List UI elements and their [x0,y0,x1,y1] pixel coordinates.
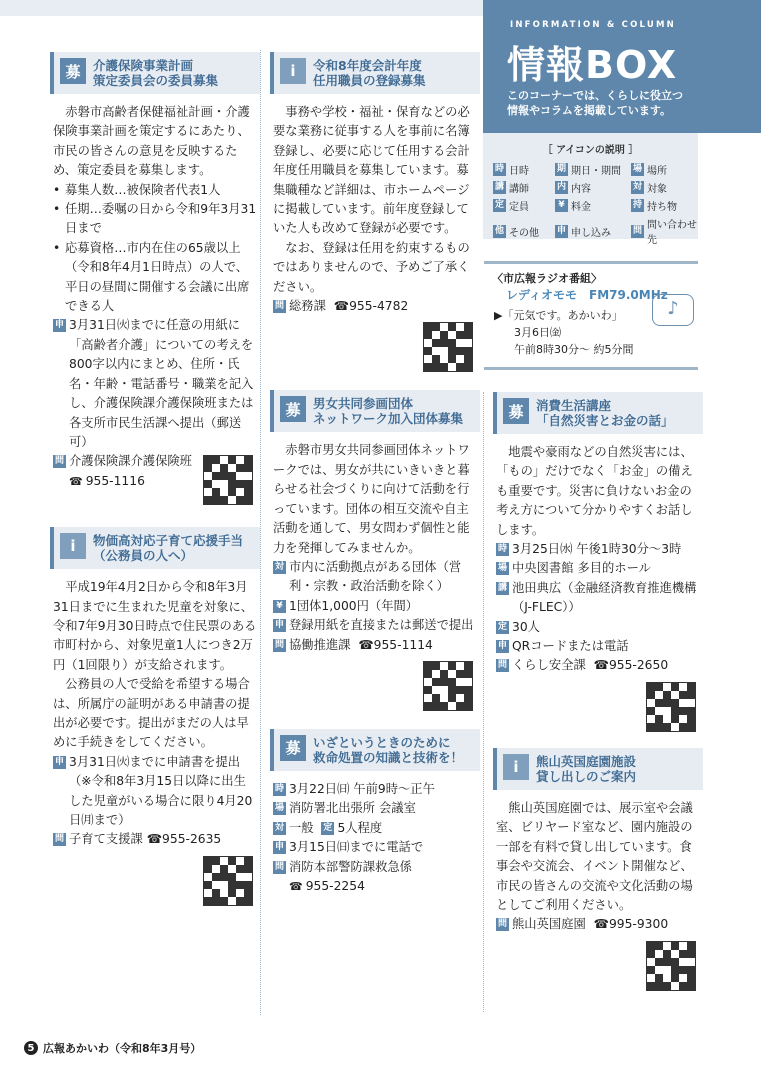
phone-icon: ☎ [593,917,609,932]
publication-name: 広報あかいわ（令和8年3月号） [43,1042,202,1055]
article-text: 平成19年4月2日から令和8年3月31日までに生まれた児童を対象に、令和7年9月30日時点で住民票のある市町村から、対象児童1人につき2万円（1回限り）が支給されます。 [53,580,257,672]
bullet-item: • 応募資格…市内在住の65歳以上（令和8年4月1日時点）の人で、平日の昼間に開催する会議に出席できる人 [53,240,250,314]
phone-icon: ☎ [333,299,350,314]
legend-icon: ¥ [555,199,568,212]
contact-row: 問 子育て支援課 ☎ 955-2635 [53,830,257,849]
lecturer-icon: 講 [497,582,507,593]
contact-icon: 問 [274,301,284,312]
legend-icon: 場 [632,164,642,174]
capacity-icon: 定 [497,621,507,632]
article-english-garden [493,748,703,991]
radio-show: ▶「元気です。あかいわ」 [494,309,623,322]
radio-head: 〈市広報ラジオ番組〉 [492,272,602,285]
article-body [270,771,480,896]
legend-item [555,216,631,246]
legend-item [555,198,631,213]
qr-code[interactable] [423,322,473,372]
legend-item [555,180,631,195]
target-icon: 対 [274,822,284,833]
article-text: なお、登録は任用を約束するものではありませんので、予めご了承ください。 [273,240,470,294]
apply-row: 申 登録用紙を直接または郵送で提出 [274,618,474,633]
icon-legend [483,133,698,246]
article-text: 事務や学校・福祉・保育などの必要な業務に従事する人を事前に名簿登録し、必要に応じて任用する会計年度任用職員を募集しています。募集職種など詳細は、市ホームページに掲載しています。前年度登録していた人も改めて登録が必要です。 [273,105,470,236]
legend-label: 定員 [509,202,529,213]
legend-label: 日時 [509,166,529,177]
legend-title: ［ アイコンの説明 ］ [542,145,639,156]
apply-icon: 申 [497,641,507,652]
radio-time: 午前8時30分～ 約5分間 [514,343,634,356]
recruit-badge: 募 [60,58,86,84]
tel-row: ☎ 955-2254 [289,878,365,893]
legend-item [493,198,555,213]
legend-label: 持ち物 [647,202,677,213]
contact-icon: 問 [274,639,284,650]
contact-row: 問 くらし安全課 ☎ 955-2650 [496,656,700,675]
apply-row: 申 3月31日㈫までに任意の用紙に「高齢者介護」についての考えを800字以内にまとめ、住所・氏名・年齢・電話番号・職業を記入し、介護保険課介護保険班または各支所市民生活課へ提出（郵送可） [54,318,254,449]
legend-icon: 時 [494,164,504,174]
info-badge: i [280,58,306,84]
legend-item [493,216,555,246]
legend-item [631,198,701,213]
place-icon: 場 [497,563,507,574]
date-icon: 時 [274,783,284,794]
legend-label: 問い合わせ先 [647,220,697,246]
article-body [493,790,703,991]
legend-label: 期日・期間 [571,166,621,177]
radio-date: 3月6日㈮ [514,326,561,339]
legend-icon: 持 [632,200,642,210]
target-row: 対 市内に活動拠点がある団体（営利・宗教・政治活動を除く） [274,559,462,594]
contact-icon: 問 [54,456,64,467]
article-body [50,94,260,505]
article-header [50,527,260,569]
legend-icon: 講 [494,182,504,192]
lecturer-row: 講 池田典広（金融経済教育推進機構（J-FLEC）） [497,580,697,615]
tel-row: ☎ 955-1116 [69,473,145,488]
article-text: 公務員の人で受給を希望する場合は、所属庁の証明がある申請書の提出が必要です。提出がまだの人は早めに手続きをしてください。 [53,677,250,750]
target-row: 対 一般 定 5人程度 [274,820,383,835]
legend-item [493,180,555,195]
article-title: 令和8年度会計年度 任用職員の登録募集 [313,58,426,88]
article-title: 消費生活講座 「自然災害とお金の話」 [536,398,674,428]
legend-icon: 申 [556,225,566,236]
contact-row: 問 消防本部警防課救急係 [274,859,412,874]
legend-icon: 定 [494,200,504,210]
article-body [493,434,703,732]
article-header [270,390,480,432]
capacity-row: 定 30人 [497,619,540,634]
info-badge: i [60,533,86,559]
target-icon: 対 [274,561,284,572]
apply-row: 申 3月15日㈰までに電話で [274,840,424,855]
article-body [270,94,480,372]
article-body [50,569,260,906]
article-text: 赤磐市高齢者保健福祉計画・介護保険事業計画を策定するにあたり、市民の皆さんの意見を反映するため、策定委員を募集します。 [53,105,250,178]
legend-icon: 期 [556,164,566,174]
article-title: 介護保険事業計画 策定委員会の委員募集 [93,58,219,88]
contact-row: 問 熊山英国庭園 ☎ 995-9300 [496,915,700,934]
date-row: 時 3月25日㈬ 午後1時30分～3時 [497,542,682,557]
article-header [270,729,480,771]
article-text: 赤磐市男女共同参画団体ネットワークでは、男女が共にいきいきと暮らせる社会づくりに向けて活動を行っています。団体の相互交流や自主活動を通して、男女問わず個性と能力を発揮してみませんか。 [273,443,470,555]
phone-icon: ☎ [69,474,83,488]
contact-row: 問 介護保険課介護保険班 [54,454,192,469]
qr-code[interactable] [423,661,473,711]
legend-item [631,180,701,195]
apply-row: 申 3月31日㈫までに申請書を提出（※令和8年3月15日以降に出生した児童がいる場合に限り4月20日㈪まで） [54,754,253,827]
page-number: 5 [24,1041,38,1055]
apply-icon: 申 [54,320,64,331]
qr-code[interactable] [203,856,253,906]
legend-label: 対象 [647,184,667,195]
article-header [493,392,703,434]
info-badge: i [503,754,529,780]
legend-label: 料金 [571,202,591,213]
column-1 [50,52,260,920]
article-staff-registration [270,52,480,372]
apply-icon: 申 [274,620,284,631]
cat-radio-icon: ♪ [652,294,694,326]
contact-icon: 問 [497,660,507,671]
info-box-header [483,0,761,133]
legend-item [631,216,701,246]
contact-row: 問 協働推進課 ☎ 955-1114 [273,636,477,655]
phone-icon: ☎ [146,832,163,847]
legend-item [631,162,701,177]
place-row: 場 消防署北出張所 会議室 [274,801,416,816]
legend-label: 場所 [647,166,667,177]
legend-icon: 対 [632,182,642,192]
article-care-committee [50,52,260,505]
date-row: 時 3月22日㈰ 午前9時～正午 [274,781,435,796]
legend-label: その他 [509,227,539,239]
header-subtitle: このコーナーでは、くらしに役立つ 情報やコラムを掲載しています。 [507,89,683,117]
legend-item [493,162,555,177]
apply-icon: 申 [54,756,64,767]
legend-icon: 他 [494,225,504,236]
article-title: 熊山英国庭園施設 貸し出しのご案内 [536,753,637,784]
legend-icon: 問 [632,225,642,236]
header-eng: INFORMATION & COLUMN [510,20,676,30]
recruit-badge: 募 [503,398,529,424]
article-disaster-money [493,392,703,732]
article-body [270,432,480,710]
column-divider [483,392,484,1012]
qr-code[interactable] [203,455,253,505]
article-text: 地震や豪雨などの自然災害には、「もの」だけでなく「お金」の備えも重要です。災害に負けないお金の考え方について分かりやすくお話しします。 [496,445,693,537]
legend-label: 内容 [571,184,591,195]
article-title: 男女共同参画団体 ネットワーク加入団体募集 [313,396,464,427]
qr-code[interactable] [646,682,696,732]
place-icon: 場 [274,803,284,814]
contact-row: 問 総務課 ☎ 955-4782 [273,297,477,316]
phone-icon: ☎ [289,879,303,893]
article-header [50,52,260,94]
legend-label: 申し込み [571,227,611,239]
column-divider [260,50,261,1015]
contact-icon: 問 [54,834,64,845]
bullet-item: • 任期…委嘱の日から令和9年3月31日まで [53,202,257,236]
recruit-badge: 募 [280,396,306,422]
place-row: 場 中央図書館 多目的ホール [497,561,651,576]
article-header [493,748,703,790]
legend-label: 講師 [509,184,529,195]
legend-icon: 内 [556,182,566,192]
fee-row: ¥ 1団体1,000円（年間） [273,597,477,616]
bullet-item: • 募集人数…被保険者代表1人 [53,182,221,197]
apply-icon: 申 [274,842,284,853]
radio-program [484,261,698,370]
article-text: 熊山英国庭園では、展示室や会議室、ビリヤード室など、園内施設の一部を有料で貸し出しています。食事会や交流会、イベント開催など、市民の皆さんの交流や文化活動の場としてご利用ください。 [496,800,693,912]
legend-item [555,162,631,177]
phone-icon: ☎ [593,658,609,673]
contact-icon: 問 [274,861,284,872]
radio-station: レディオモモ FM79.0MHz [506,288,668,302]
qr-code[interactable] [646,941,696,991]
page-title: 情報BOX [507,43,678,87]
article-child-allowance [50,527,260,906]
article-title: 物価高対応子育て応援手当 （公務員の人へ） [93,533,244,564]
page-footer [24,1040,201,1056]
fee-icon: ¥ [273,600,286,613]
capacity-icon: 定 [323,822,333,833]
contact-icon: 問 [497,919,507,930]
article-first-aid [270,729,480,896]
article-header [270,52,480,94]
article-gender-network [270,390,480,710]
apply-row: 申 QRコードまたは電話 [497,639,629,654]
article-title: いざというときのために 救命処置の知識と技術を！ [313,734,464,765]
column-3 [493,392,703,1005]
date-icon: 時 [497,544,507,555]
recruit-badge: 募 [280,735,306,761]
legend-grid [493,162,698,246]
column-2 [270,52,480,910]
phone-icon: ☎ [358,637,374,652]
